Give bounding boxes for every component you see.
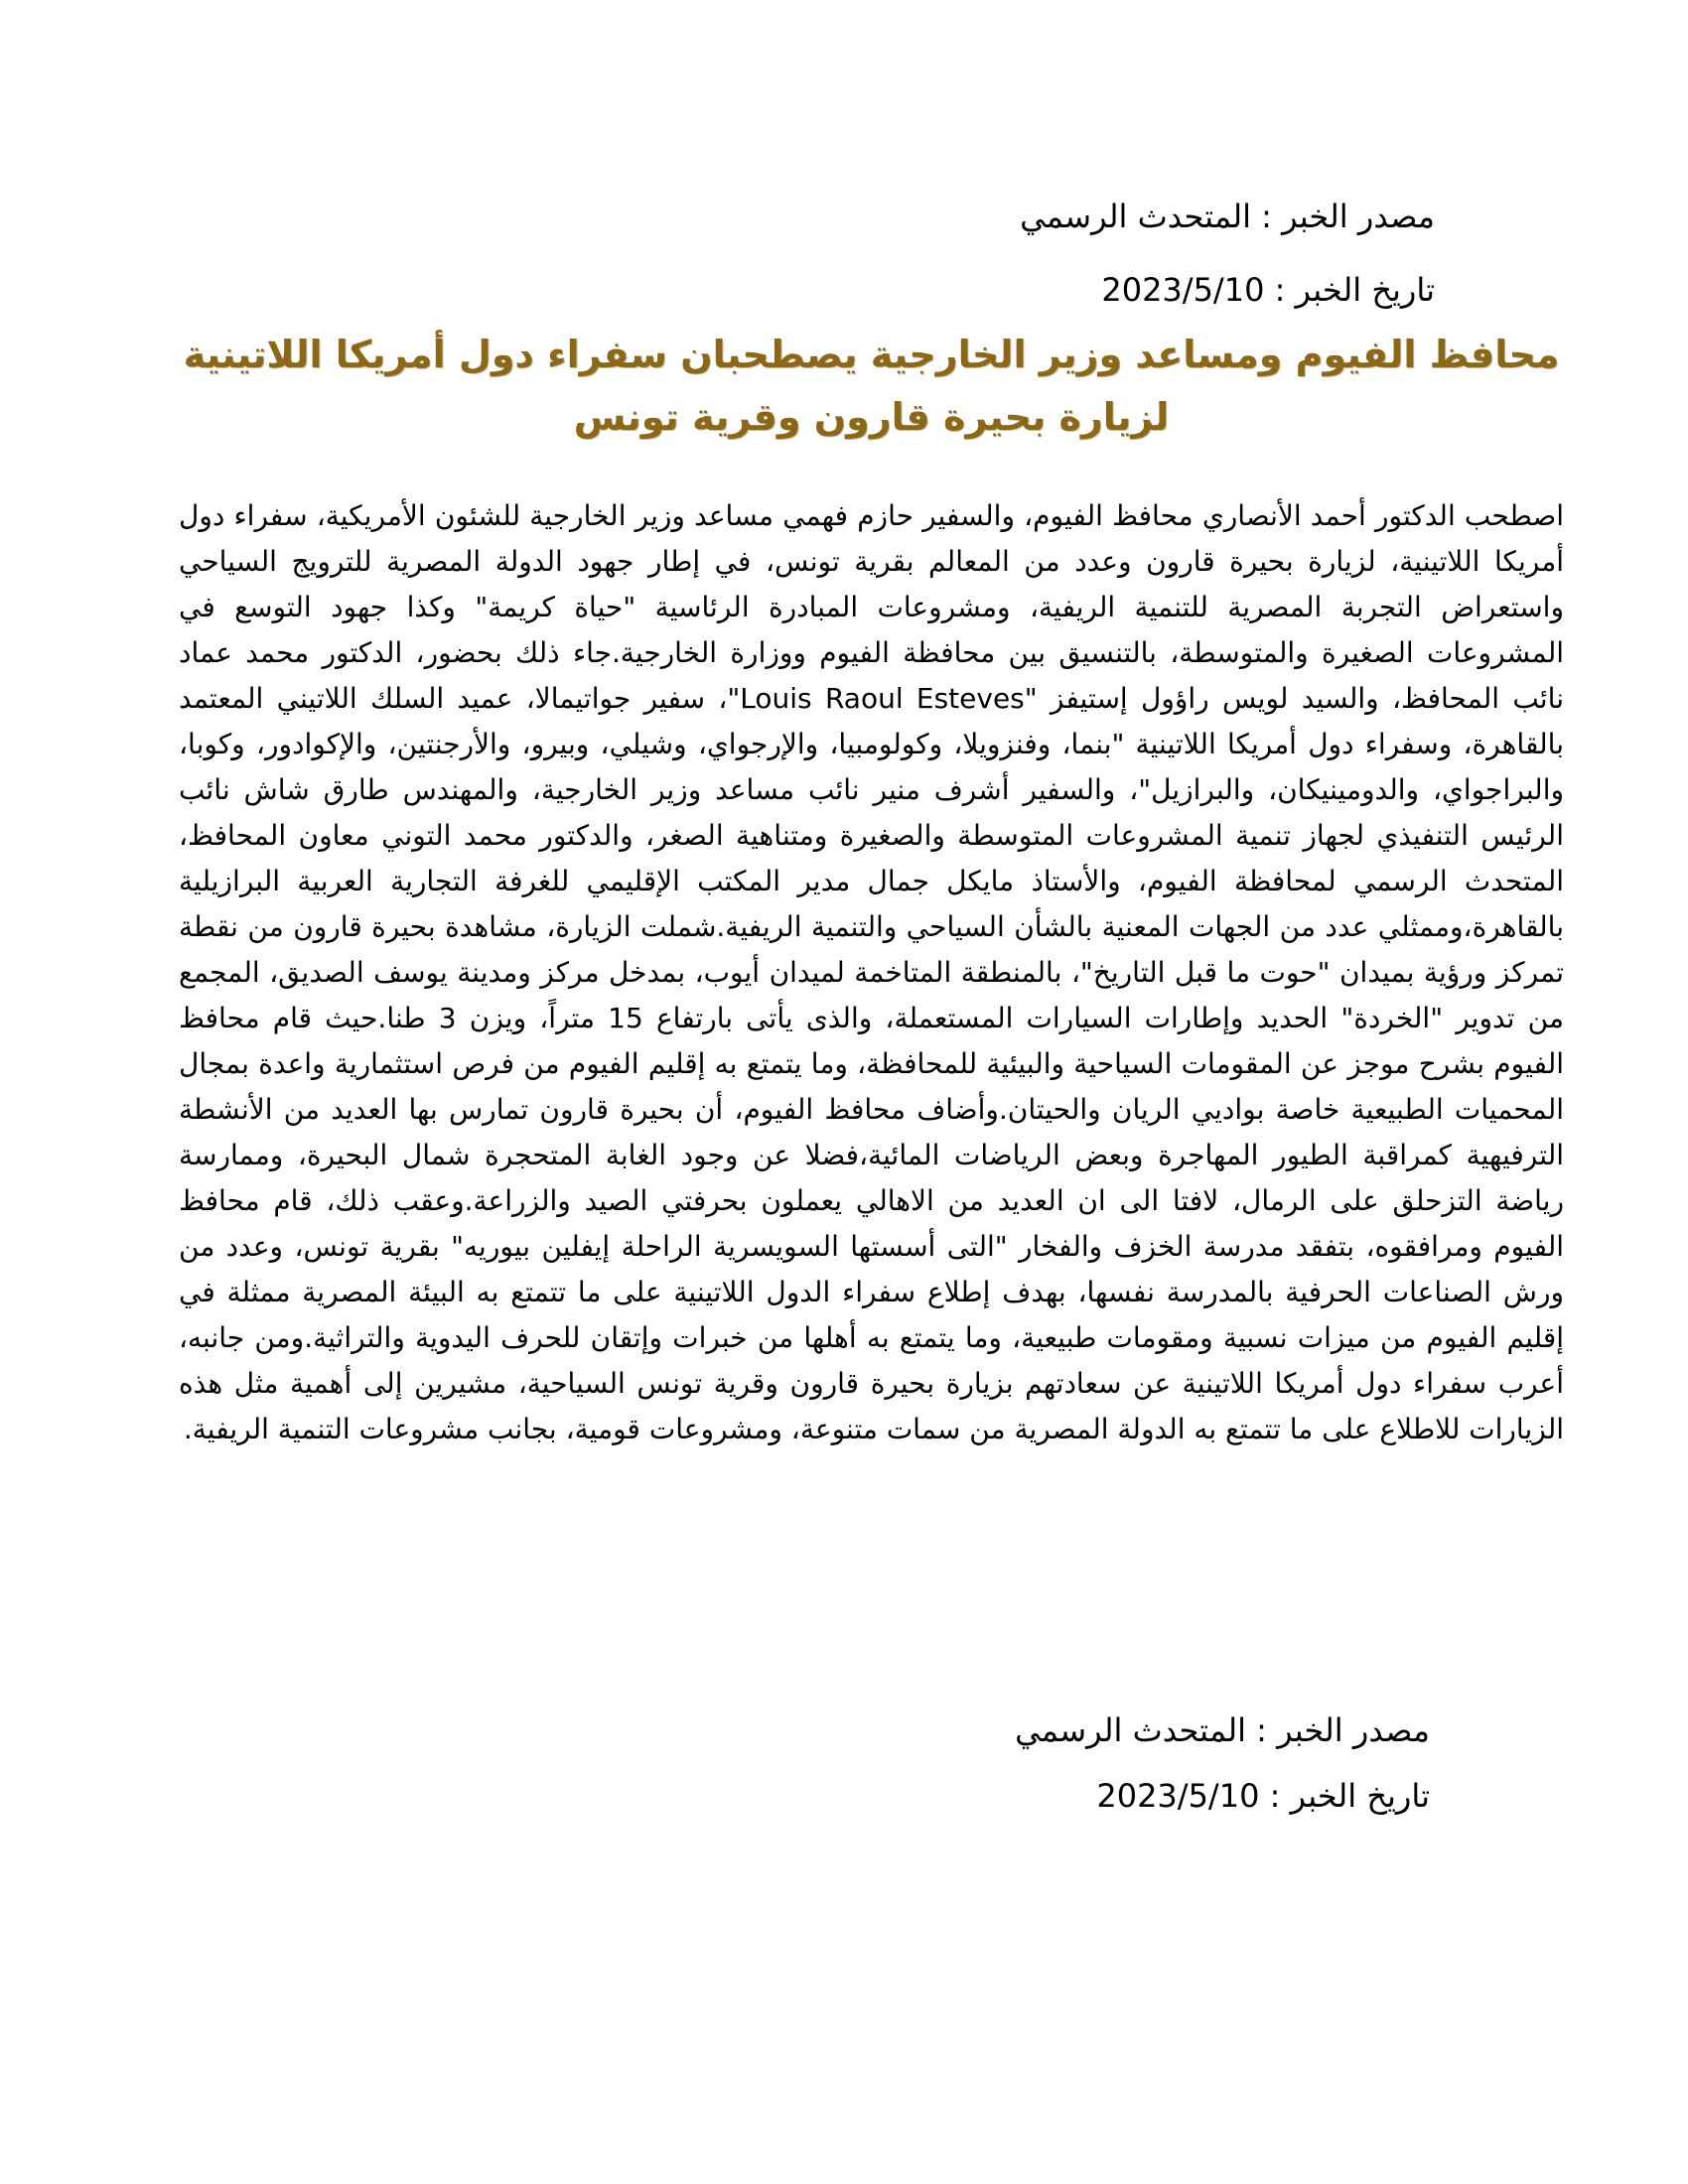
document-content [179, 0, 1564, 2184]
header-news-date: تاريخ الخبر : 2023/5/10 [1101, 271, 1435, 309]
article-body-paragraph: اصطحب الدكتور أحمد الأنصاري محافظ الفيوم، والسفير حازم فهمي مساعد وزير الخارجية للشئون الأمريكية، سفراء دول أمريكا اللاتينية، لزيارة بحيرة قارون وعدد من المعالم بقرية تونس، في إطار جهود الدولة المصرية للترويج السياحي واستعراض التجربة المصرية للتنمية الريفية، ومشروعات المبادرة الرئاسية "حياة كريمة" وكذا جهود التوسع في المشروعات الصغيرة والمتوسطة، بالتنسيق بين محافظة الفيوم ووزارة الخارجية.جاء ذلك بحضور، الدكتور محمد عماد نائب المحافظ، والسيد لويس راؤول إستيفز "Louis Raoul Esteves"، سفير جواتيمالا، عميد السلك اللاتيني المعتمد بالقاهرة، وسفراء دول أمريكا اللاتينية "بنما، وفنزويلا، وكولومبيا، والإرجواي، وشيلي، وبيرو، والأرجنتين، والإكوادور، وكوبا، والبراجواي، والدومينيكان، والبرازيل"، والسفير أشرف منير نائب مساعد وزير الخارجية، والمهندس طارق شاش نائب الرئيس التنفيذي لجهاز تنمية المشروعات المتوسطة والصغيرة ومتناهية الصغر، والدكتور محمد التوني معاون المحافظ، المتحدث الرسمي لمحافظة الفيوم، والأستاذ مايكل جمال مدير المكتب الإقليمي للغرفة التجارية العربية البرازيلية بالقاهرة،وممثلي عدد من الجهات المعنية بالشأن السياحي والتنمية الريفية.شملت الزيارة، مشاهدة بحيرة قارون من نقطة تمركز ورؤية بميدان "حوت ما قبل التاريخ"، بالمنطقة المتاخمة لميدان أيوب، بمدخل مركز ومدينة يوسف الصديق، المجمع من تدوير "الخردة" الحديد وإطارات السيارات المستعملة، والذى يأتى بارتفاع 15 متراً، ويزن 3 طنا.حيث قام محافظ الفيوم بشرح موجز عن المقومات السياحية والبيئية للمحافظة، وما يتمتع به إقليم الفيوم من فرص استثمارية واعدة بمجال المحميات الطبيعية خاصة بواديي الريان والحيتان.وأضاف محافظ الفيوم، أن بحيرة قارون تمارس بها العديد من الأنشطة الترفيهية كمراقبة الطيور المهاجرة وبعض الرياضات المائية،فضلا عن وجود الغابة المتحجرة شمال البحيرة، وممارسة رياضة التزحلق على الرمال، لافتا الى ان العديد من الاهالي يعملون بحرفتي الصيد والزراعة.وعقب ذلك، قام محافظ الفيوم ومرافقوه، بتفقد مدرسة الخزف والفخار "التى أسستها السويسرية الراحلة إيفلين بيوريه" بقرية تونس، وعدد من ورش الصناعات الحرفية بالمدرسة نفسها، بهدف إطلاع سفراء الدول اللاتينية على ما تتمتع به البيئة المصرية ممثلة في إقليم الفيوم من ميزات نسبية ومقومات طبيعية، وما يتمتع به أهلها من خبرات وإتقان للحرف اليدوية والتراثية.ومن جانبه، أعرب سفراء دول أمريكا اللاتينية عن سعادتهم بزيارة بحيرة قارون وقرية تونس السياحية، مشيرين إلى أهمية مثل هذه الزيارات للاطلاع على ما تتمتع به الدولة المصرية من سمات متنوعة، ومشروعات قومية، بجانب مشروعات التنمية الريفية. [179, 499, 1564, 1445]
article-title-line1: محافظ الفيوم ومساعد وزير الخارجية يصطحبان سفراء دول أمريكا اللاتينية [183, 333, 1560, 376]
footer-news-date: تاريخ الخبر : 2023/5/10 [1096, 1777, 1430, 1815]
header-news-source: مصدر الخبر : المتحدث الرسمي [1020, 198, 1435, 235]
article-title-line2: لزيارة بحيرة قارون وقرية تونس [573, 395, 1170, 439]
article-title [179, 324, 1564, 449]
footer-news-source: مصدر الخبر : المتحدث الرسمي [1015, 1711, 1430, 1749]
